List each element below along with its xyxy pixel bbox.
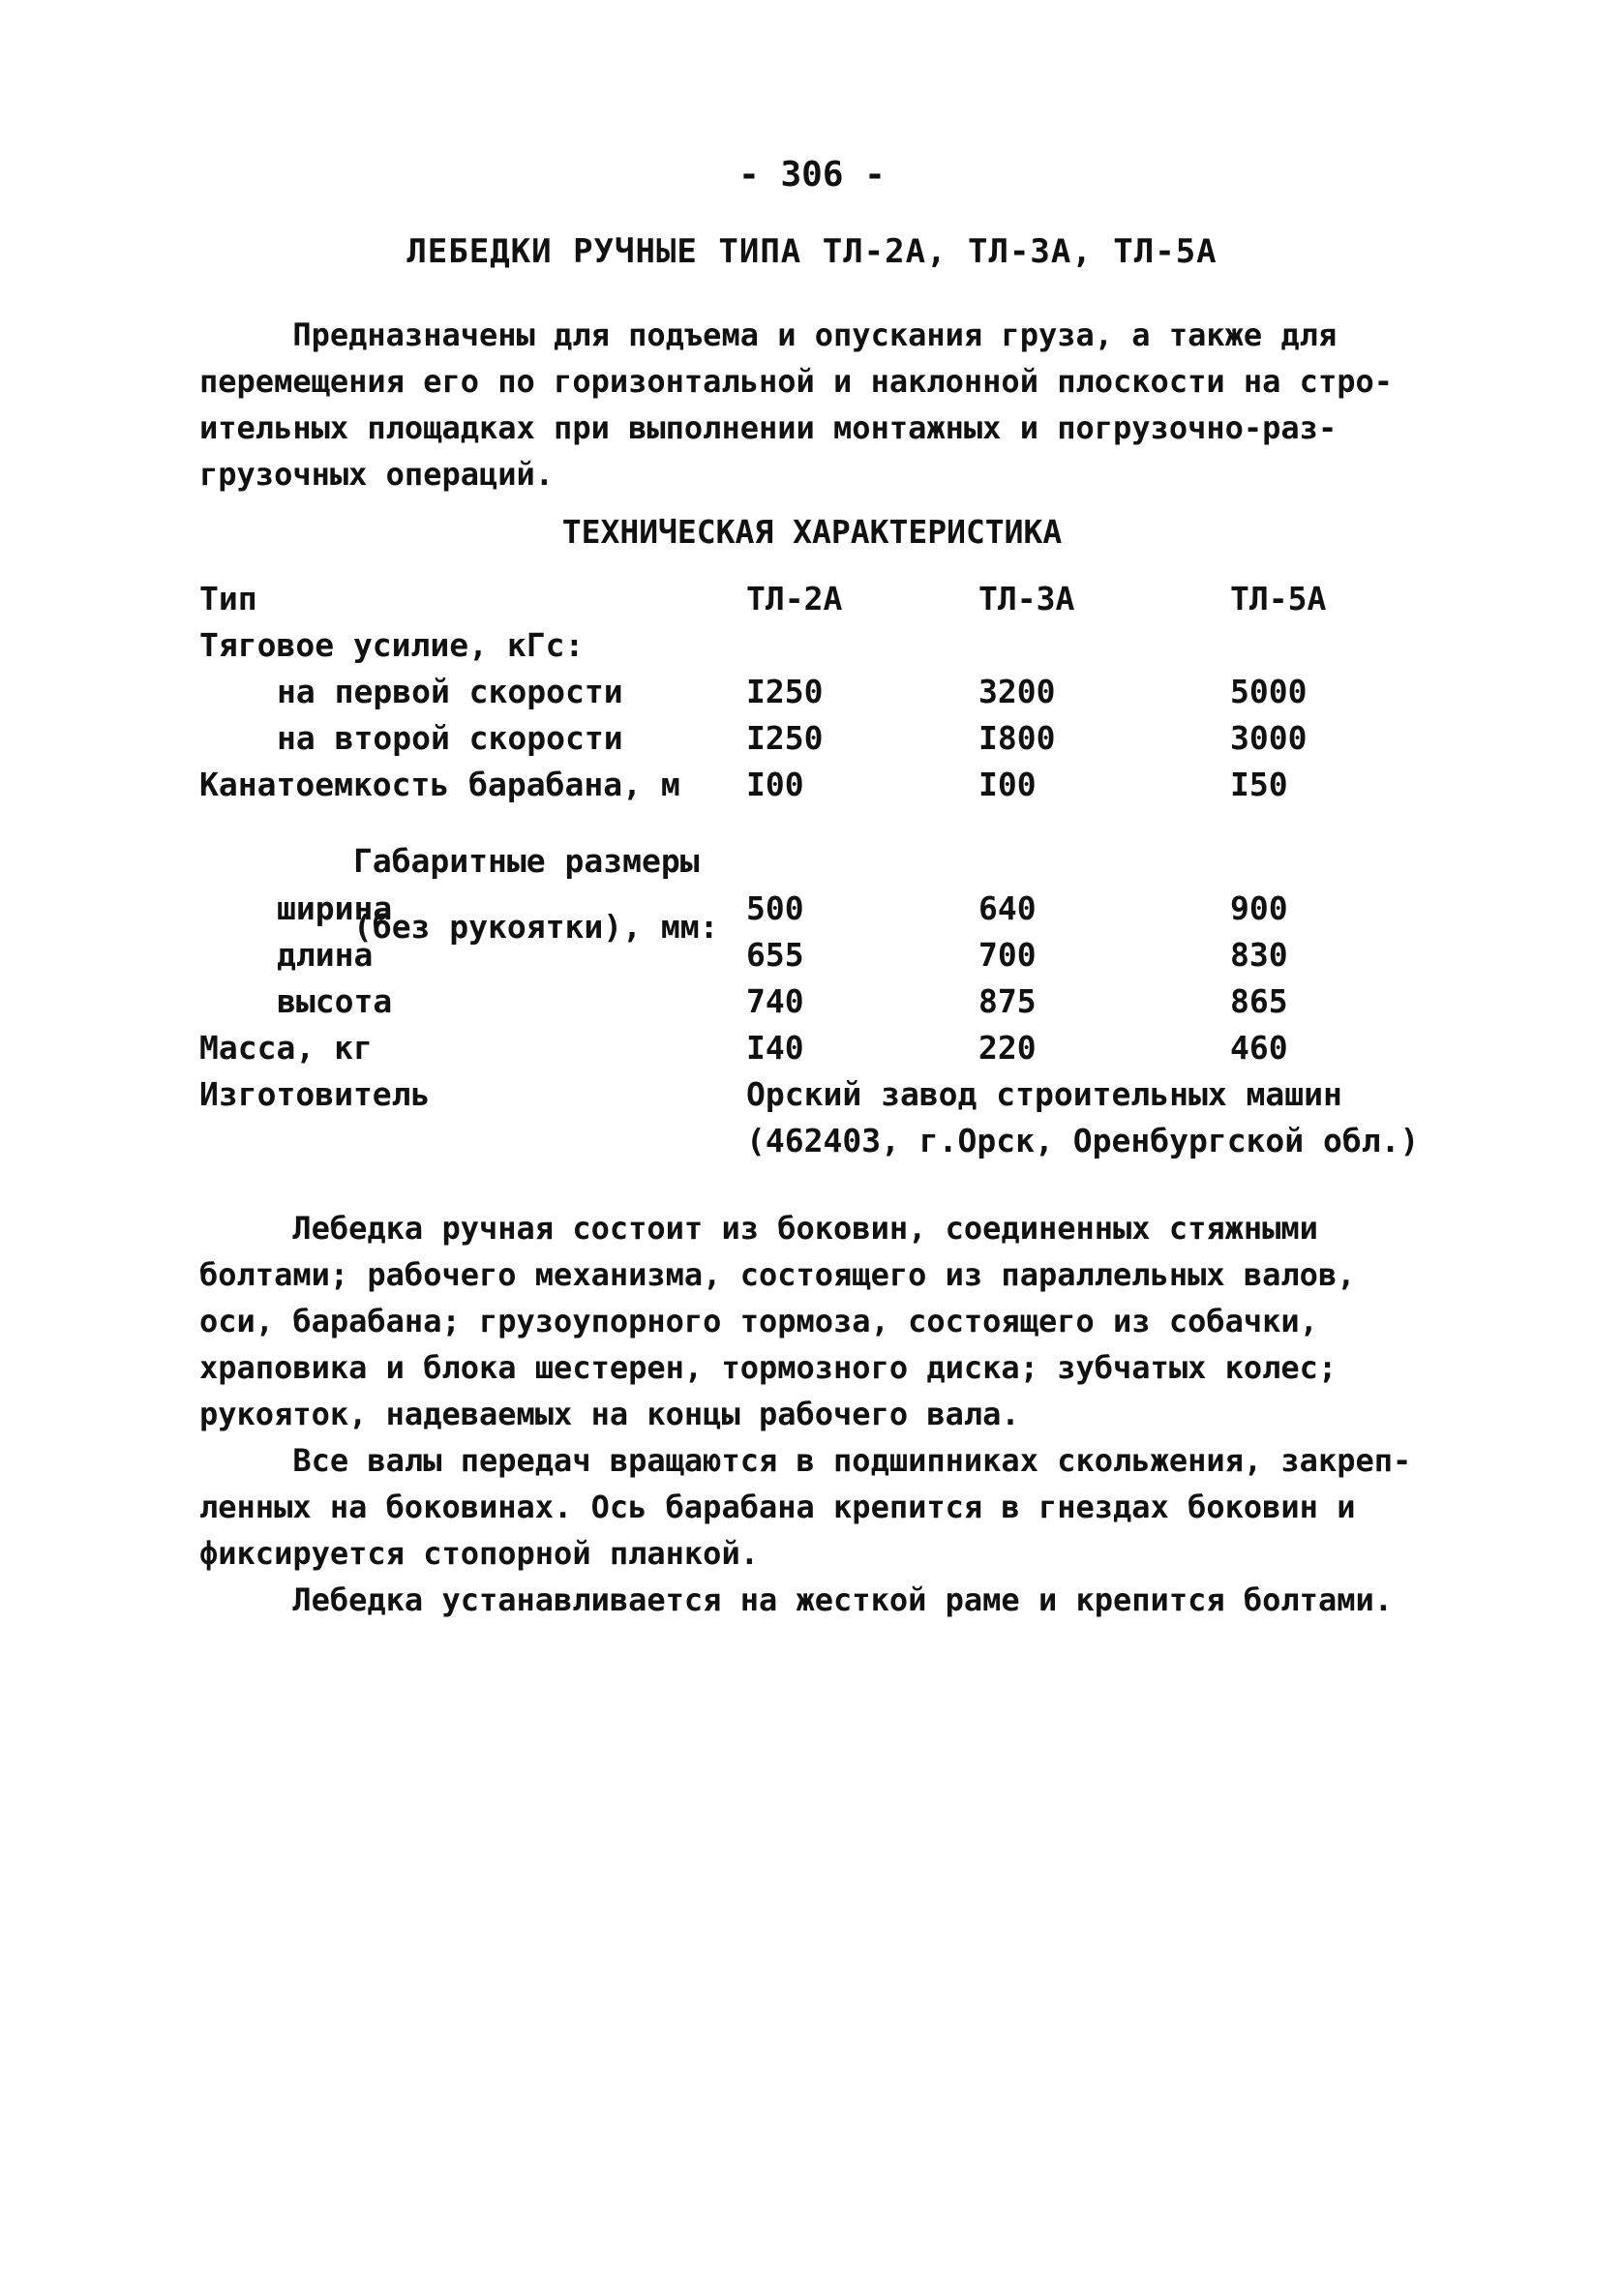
body-line: Все валы передач вращаются в подшипниках скольжения, закреп- (199, 1442, 1412, 1479)
spec-label-dimensions-line2: (без рукоятки), мм: (352, 908, 719, 946)
body-line: Лебедка ручная состоит из боковин, соединенных стяжными (199, 1210, 1318, 1247)
spec-label-height: высота (277, 982, 393, 1020)
spec-maker-name: Орский завод строительных машин (746, 1075, 1342, 1113)
spec-value: 220 (978, 1029, 1037, 1067)
intro-line: перемещения его по горизонтальной и наклонной плоскости на стро- (199, 363, 1393, 400)
document-heading: ЛЕБЕДКИ РУЧНЫЕ ТИПА ТЛ-2А, ТЛ-3А, ТЛ-5А (406, 232, 1218, 271)
body-line: оси, барабана; грузоупорного тормоза, состоящего из собачки, (199, 1303, 1318, 1339)
spec-maker-address: (462403, г.Орск, Оренбургской обл.) (746, 1122, 1420, 1159)
spec-value: I00 (978, 766, 1037, 803)
spec-value: 865 (1230, 982, 1288, 1020)
spec-row-maker (199, 1071, 1458, 1118)
spec-title: ТЕХНИЧЕСКАЯ ХАРАКТЕРИСТИКА (561, 513, 1063, 551)
description-paragraphs (199, 1205, 1477, 1623)
page-number: - 306 - (738, 155, 886, 195)
spec-row-width (199, 886, 1458, 932)
spec-header-row (199, 576, 1458, 622)
spec-value: 700 (978, 936, 1037, 974)
spec-value: 460 (1230, 1029, 1288, 1067)
spec-row-maker-address (199, 1118, 1458, 1164)
spec-table (199, 576, 1458, 1164)
spec-value: 900 (1230, 889, 1288, 927)
spec-row-length (199, 932, 1458, 978)
spec-label-traction: Тяговое усилие, кГс: (199, 626, 585, 664)
body-line: Лебедка устанавливается на жесткой раме и крепится болтами. (199, 1581, 1393, 1618)
spec-label-mass: Масса, кг (199, 1029, 373, 1067)
spec-label-dimensions-line1: Габаритные размеры (352, 842, 700, 880)
spec-value: I50 (1230, 766, 1288, 803)
spec-row-capacity (199, 762, 1458, 808)
spec-col-tl3a: ТЛ-3А (978, 580, 1075, 617)
spec-value: I250 (746, 673, 824, 710)
spec-value: 5000 (1230, 673, 1308, 710)
spec-value: 3000 (1230, 719, 1308, 757)
spec-row-height (199, 978, 1458, 1025)
spec-value: I00 (746, 766, 804, 803)
spec-value: 640 (978, 889, 1037, 927)
spec-row-speed2 (199, 715, 1458, 762)
spec-label-type: Тип (199, 580, 257, 617)
spec-row-mass (199, 1025, 1458, 1071)
intro-line: Предназначены для подъема и опускания груза, а также для (199, 316, 1338, 353)
spec-value: 500 (746, 889, 804, 927)
intro-line: грузочных операций. (199, 456, 555, 493)
spec-row-traction (199, 622, 1458, 669)
spec-value: I250 (746, 719, 824, 757)
body-line: храповика и блока шестерен, тормозного диска; зубчатых колес; (199, 1349, 1338, 1386)
spec-value: 875 (978, 982, 1037, 1020)
spec-value: I40 (746, 1029, 804, 1067)
spec-label-capacity: Канатоемкость барабана, м (199, 766, 680, 803)
spec-label-speed2: на второй скорости (277, 719, 623, 757)
intro-line: ительных площадках при выполнении монтажных и погрузочно-раз- (199, 409, 1338, 446)
spec-value: I800 (978, 719, 1056, 757)
spec-col-tl2a: ТЛ-2А (746, 580, 843, 617)
spec-value: 740 (746, 982, 804, 1020)
body-line: рукояток, надеваемых на концы рабочего вала. (199, 1396, 1020, 1432)
spec-col-tl5a: ТЛ-5А (1230, 580, 1327, 617)
spec-label-width: ширина (277, 889, 393, 927)
spec-label-length: длина (277, 936, 374, 974)
spec-value: 830 (1230, 936, 1288, 974)
spec-value: 655 (746, 936, 804, 974)
spec-row-speed1 (199, 669, 1458, 715)
body-line: ленных на боковинах. Ось барабана крепится в гнездах боковин и (199, 1489, 1356, 1525)
body-line: фиксируется стопорной планкой. (199, 1535, 759, 1572)
intro-paragraph (199, 312, 1458, 497)
spec-value: 3200 (978, 673, 1056, 710)
spec-label-maker: Изготовитель (199, 1075, 431, 1113)
body-line: болтами; рабочего механизма, состоящего из параллельных валов, (199, 1256, 1356, 1293)
spec-label-speed1: на первой скорости (277, 673, 623, 710)
